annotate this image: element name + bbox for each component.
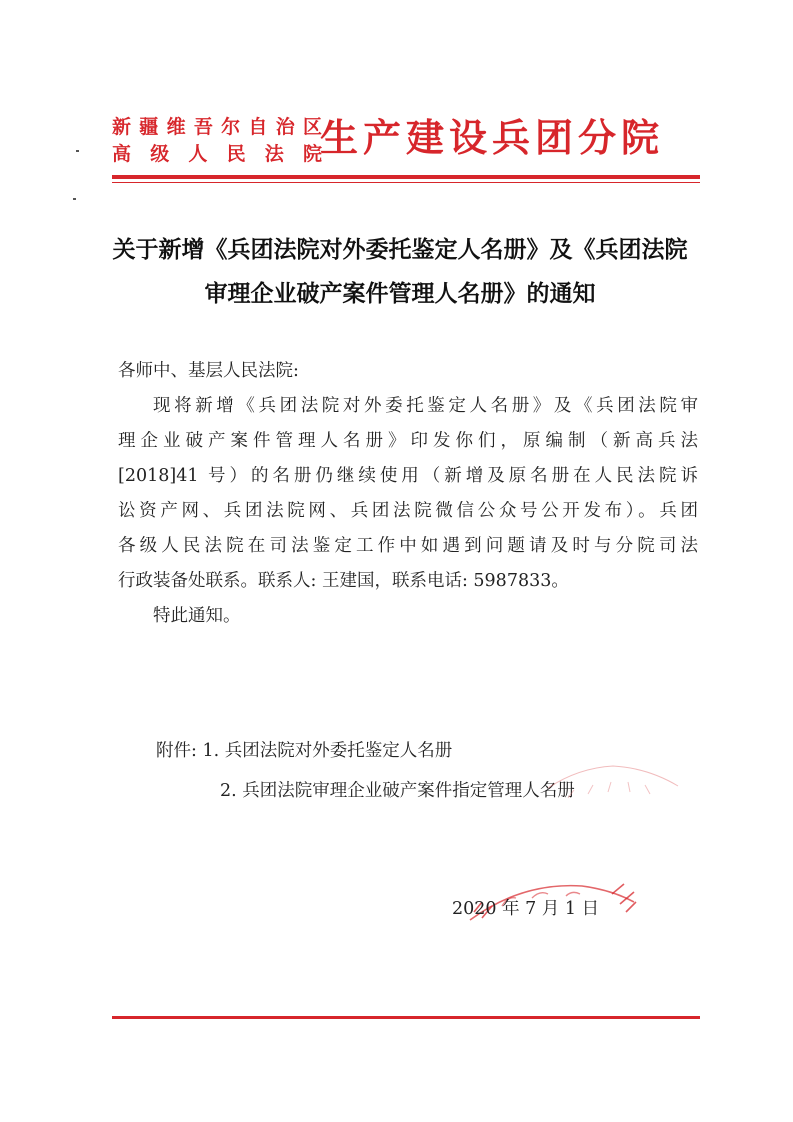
letterhead-org-name xyxy=(112,114,322,168)
body-line: 理企业破产案件管理人名册》印发你们，原编制（新高兵法 xyxy=(118,431,698,451)
attachment-label: 附件: xyxy=(156,741,197,761)
body-line: 行政装备处联系。联系人: 王建国，联系电话: 5987833。 xyxy=(118,571,569,591)
letterhead-branch-name: 生产建设兵团分院 xyxy=(320,115,665,160)
attachment-item xyxy=(156,731,575,771)
letterhead-rule-thick xyxy=(112,175,700,179)
issue-date: 2020 年 7 月 1 日 xyxy=(452,899,600,919)
letterhead xyxy=(112,108,700,174)
letterhead-org-line1: 新疆维吾尔自治区 xyxy=(112,116,322,138)
attachment-item-1: 1. 兵团法院对外委托鉴定人名册 xyxy=(202,741,453,761)
attachment-list xyxy=(156,731,575,811)
body-line: 各级人民法院在司法鉴定工作中如遇到问题请及时与分院司法 xyxy=(118,536,698,556)
letterhead-rule-thin xyxy=(112,182,700,183)
letterhead-org-line2: 高级人民法院 xyxy=(112,143,322,165)
notice-title xyxy=(80,228,720,316)
scan-speck xyxy=(73,198,76,200)
scan-speck xyxy=(76,150,79,152)
closing-remark: 特此通知。 xyxy=(153,606,241,626)
salutation: 各师中、基层人民法院: xyxy=(118,361,299,381)
body-line: [2018]41 号）的名册仍继续使用（新增及原名册在人民法院诉 xyxy=(118,466,698,486)
body-line: 现将新增《兵团法院对外委托鉴定人名册》及《兵团法院审 xyxy=(153,396,698,416)
footer-rule xyxy=(112,1016,700,1019)
body-line: 讼资产网、兵团法院网、兵团法院微信公众号公开发布）。兵团 xyxy=(118,501,698,521)
attachment-item-2: 2. 兵团法院审理企业破产案件指定管理人名册 xyxy=(220,781,575,801)
notice-title-line2: 审理企业破产案件管理人名册》的通知 xyxy=(204,280,596,307)
seal-impression-faint xyxy=(538,748,688,808)
notice-body xyxy=(118,354,698,634)
attachment-item xyxy=(156,771,575,811)
notice-title-line1: 关于新增《兵团法院对外委托鉴定人名册》及《兵团法院 xyxy=(112,236,688,263)
